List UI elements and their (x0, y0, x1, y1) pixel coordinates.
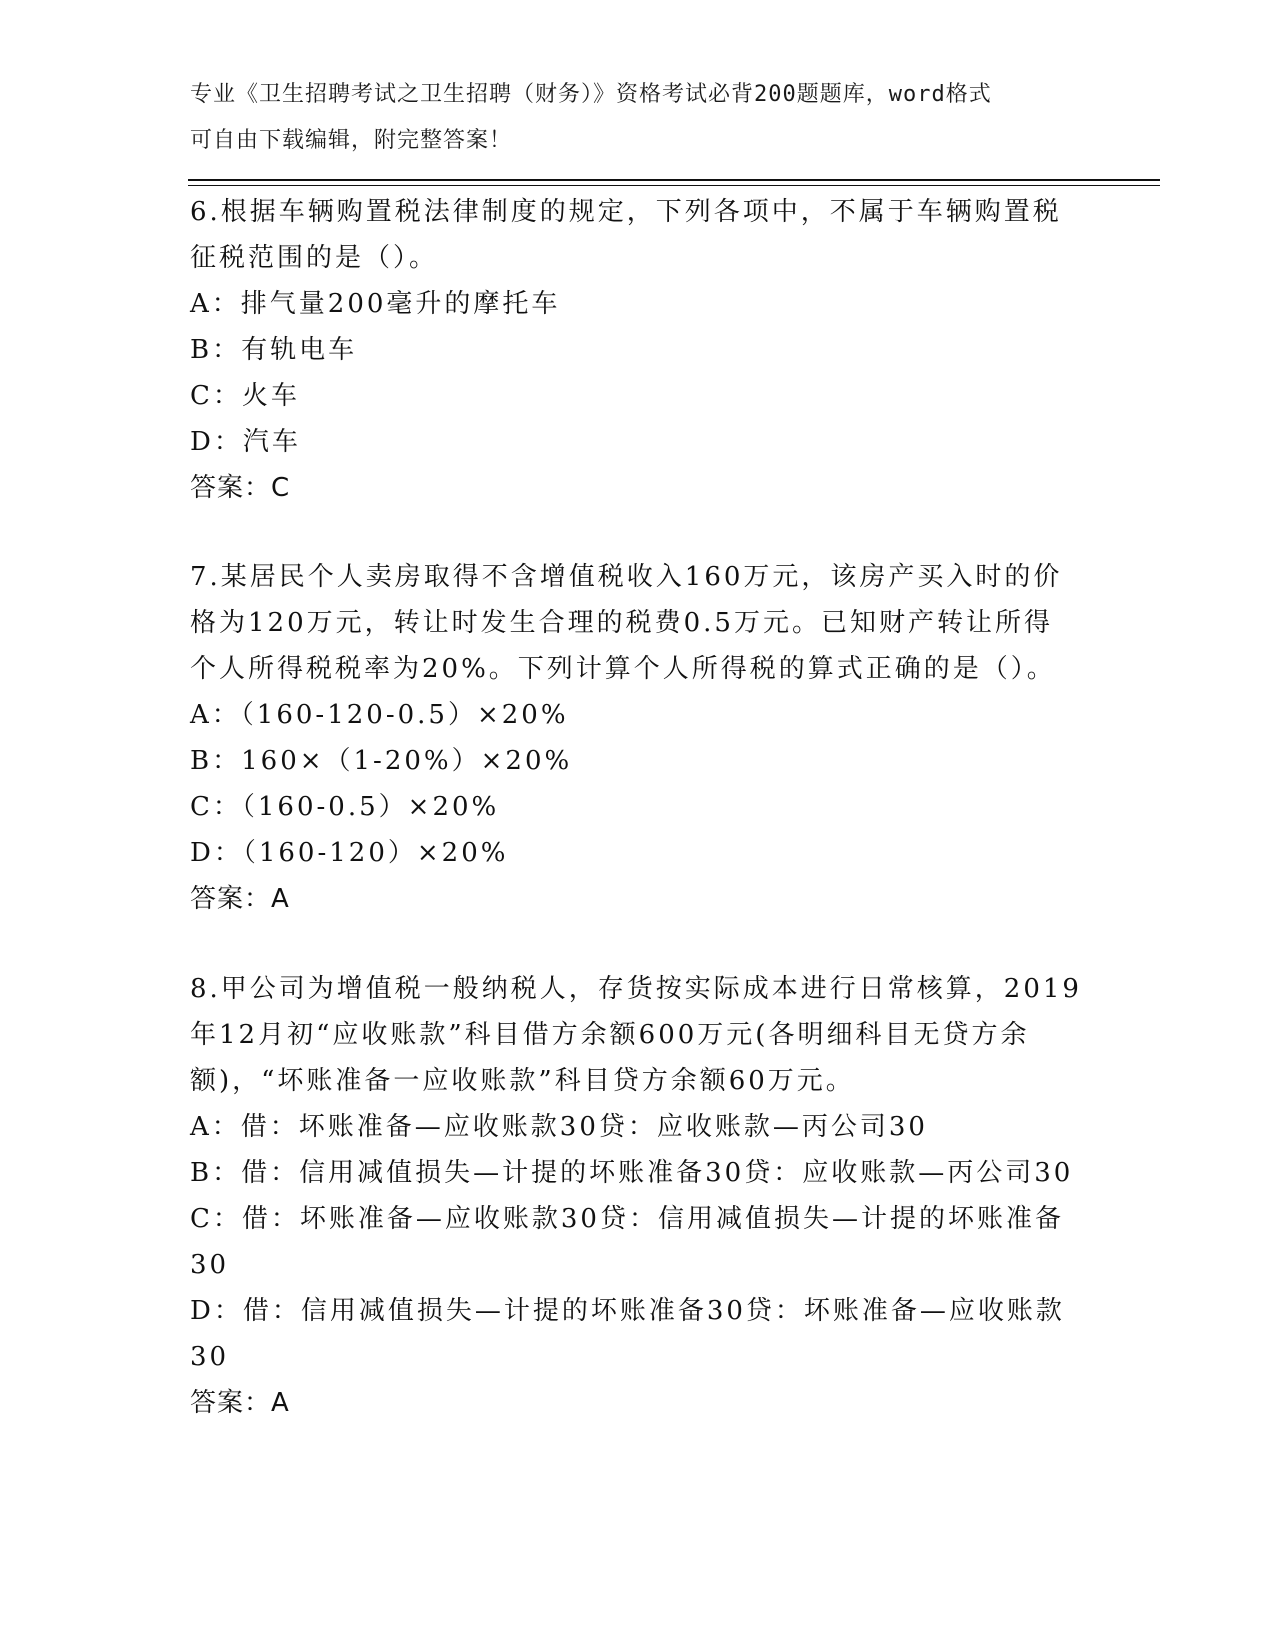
option-a: A：排气量200毫升的摩托车 (190, 289, 561, 319)
header-line-1: 专业《卫生招聘考试之卫生招聘（财务）》资格考试必背200题题库，word格式 (190, 82, 992, 107)
answer-label: 答案：A (190, 884, 290, 914)
question-8 (190, 966, 1090, 1426)
option-a: A：（160-120-0.5）×20% (190, 700, 569, 730)
question-stem-line: 8.甲公司为增值税一般纳税人，存货按实际成本进行日常核算，2019 (190, 974, 1082, 1004)
question-stem-line: 7.某居民个人卖房取得不含增值税收入160万元，该房产买入时的价 (190, 562, 1063, 592)
option-c: C：火车 (190, 381, 300, 411)
header-divider-thick (188, 179, 1160, 181)
question-stem-line: 个人所得税税率为20%。下列计算个人所得税的算式正确的是（）。 (190, 654, 1056, 684)
option-c-continued: 30 (190, 1250, 230, 1280)
question-stem-line: 6.根据车辆购置税法律制度的规定，下列各项中，不属于车辆购置税 (190, 197, 1062, 227)
document-header (190, 72, 1090, 164)
header-divider-thin (188, 185, 1160, 186)
option-c: C：借：坏账准备—应收账款30贷：信用减值损失—计提的坏账准备 (190, 1204, 1064, 1234)
question-stem-line: 年12月初“应收账款”科目借方余额600万元(各明细科目无贷方余 (190, 1020, 1030, 1050)
question-stem-line: 额)，“坏账准备一应收账款”科目贷方余额60万元。 (190, 1066, 855, 1096)
option-d: D：（160-120）×20% (190, 838, 509, 868)
option-a: A：借：坏账准备—应收账款30贷：应收账款—丙公司30 (190, 1112, 928, 1142)
option-b: B：160×（1-20%）×20% (190, 746, 573, 776)
option-c: C：（160-0.5）×20% (190, 792, 500, 822)
answer-label: 答案：A (190, 1388, 290, 1418)
option-d: D：借：信用减值损失—计提的坏账准备30贷：坏账准备—应收账款 (190, 1296, 1065, 1326)
question-7 (190, 554, 1090, 922)
answer-label: 答案：C (190, 473, 291, 503)
option-b: B：有轨电车 (190, 335, 358, 365)
option-d-continued: 30 (190, 1342, 230, 1372)
header-line-2: 可自由下载编辑，附完整答案！ (190, 128, 513, 153)
question-6 (190, 189, 1090, 511)
question-stem-line: 格为120万元，转让时发生合理的税费0.5万元。已知财产转让所得 (190, 608, 1053, 638)
option-d: D：汽车 (190, 427, 301, 457)
option-b: B：借：信用减值损失—计提的坏账准备30贷：应收账款—丙公司30 (190, 1158, 1074, 1188)
question-stem-line: 征税范围的是（）。 (190, 243, 439, 273)
